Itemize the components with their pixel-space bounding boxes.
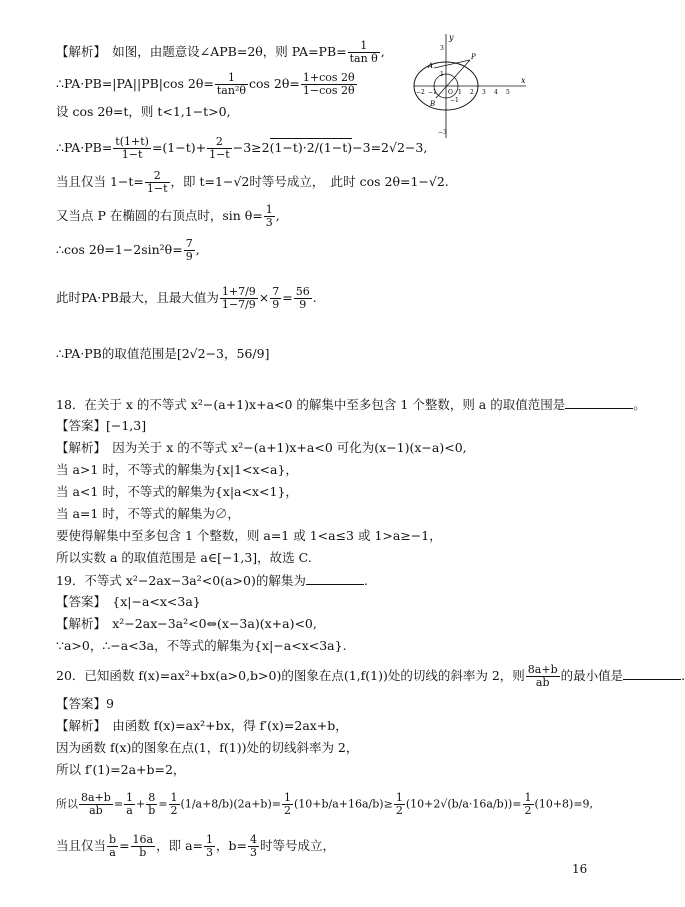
solution-18-line-3: 当 a<1 时，不等式的解集为{x|a<x<1}， [56, 484, 298, 499]
solution-line-1: 【解析】 如图，由题意设∠APB=2θ，则 PA=PB= $\frac{1}{\text{tan θ}}$ , [56, 39, 385, 65]
question-18: 18．在关于 x 的不等式 x²−(a+1)x+a<0 的解集中至多包含 1 个整数，则 a 的取值范围是 。 [56, 397, 646, 412]
question-19: 19．不等式 x²−2ax−3a²<0(a>0)的解集为 . [56, 573, 368, 588]
x-axis-label: x [521, 76, 526, 85]
solution-18-line-4: 当 a=1 时，不等式的解集为∅， [56, 506, 240, 521]
x-tick-label: 4 [494, 89, 498, 96]
tangent-line-b [436, 60, 470, 98]
origin-label: O [448, 89, 453, 96]
x-tick-label: 2 [470, 89, 474, 96]
y-tick-negative: −1 [450, 97, 459, 104]
solution-line-6: 又当点 P 在椭圆的右顶点时，sin θ= $\frac{1}{3}$ , [56, 203, 280, 229]
solution-line-4: ∴PA·PB= $\frac{t(1+t)}{1-t}$ =(1−t)+ $\frac{2}{1-t}$ −3≥2(1−t)·2/(1−t)−3=2√2−3, [56, 135, 428, 161]
solution-line-8: 此时PA·PB最大，且最大值为 $\frac{1+7/9}{1-7/9}$ × $\frac{7}{9}$ = $\frac{56}{9}$ . [56, 285, 317, 311]
solution-19-line-1: 【解析】 x²−2ax−3a²<0⇔(x−3a)(x+a)<0, [56, 616, 317, 631]
answer-19: 【答案】 {x|−a<x<3a} [56, 594, 201, 609]
point-b-label: B [430, 100, 436, 108]
x-tick-label: 3 [482, 89, 486, 96]
point-a-label: A [428, 62, 434, 70]
fraction: $\frac{1}{\text{tan θ}}$ [349, 39, 378, 65]
solution-18-line-1: 【解析】 因为关于 x 的不等式 x²−(a+1)x+a<0 可化为(x−1)(x−a)<0, [56, 440, 467, 455]
answer-blank[interactable] [306, 572, 364, 585]
solution-20-line-3: 所以 f′(1)=2a+b=2， [56, 762, 186, 777]
solution-line-5: 当且仅当 1−t= $\frac{2}{1-t}$ ，即 t=1−√2时等号成立， 此时 cos 2θ=1−√2. [56, 169, 449, 195]
ellipse-figure [410, 30, 530, 142]
answer-20: 【答案】9 [56, 696, 114, 711]
solution-line-2: ∴PA·PB=|PA||PB|cos 2θ= $\frac{1}{\text{tan²θ}}$ cos 2θ= $\frac{1+\cos 2\theta}{1-\cos 2\theta}$ [56, 71, 355, 97]
solution-20-line-1: 【解析】 由函数 f(x)=ax²+bx，得 f′(x)=2ax+b， [56, 718, 348, 733]
solution-18-line-6: 所以实数 a 的取值范围是 a∈[−1,3]，故选 C. [56, 550, 312, 565]
bottom-tick-label: −3 [438, 129, 447, 136]
solution-20-line-5: 当且仅当 $\frac{b}{a}$ = $\frac{16a}{b}$ ，即 a= $\frac{1}{3}$ ，b= $\frac{4}{3}$ 时等号成立， [56, 833, 336, 859]
x-tick-label: −1 [428, 89, 437, 96]
solution-20-line-2: 因为函数 f(x)的图象在点(1，f(1))处的切线斜率为 2， [56, 740, 359, 755]
question-20: 20．已知函数 f(x)=ax²+bx(a>0,b>0)的图象在点(1,f(1))处的切线的斜率为 2，则 $\frac{8a+b}{ab}$ 的最小值是 . [56, 663, 685, 689]
answer-blank[interactable] [623, 667, 681, 680]
y-tick-positive: 1 [440, 71, 444, 78]
top-tick-label: 3 [440, 45, 444, 52]
solution-20-line-4: 所以 $\frac{8a+b}{ab}$ = $\frac{1}{a}$ + $\frac{8}{b}$ = $\frac{1}{2}$ (1/a+8/b)(2a+b)= $\frac{1}{2}$ (10+b/a+16a/b)≥ $\frac{1}{2}$ (10+2√(b/a·16a/b))= $\frac{1}{2}$ (10+8)=9, [56, 791, 594, 817]
solution-line-7: ∴cos 2θ=1−2sin²θ= $\frac{7}{9}$ , [56, 237, 200, 263]
x-tick-label: 1 [458, 89, 462, 96]
y-axis-label: y [449, 33, 454, 42]
solution-line-3: 设 cos 2θ=t，则 t<1,1−t>0, [56, 104, 231, 119]
answer-18: 【答案】[−1,3] [56, 418, 147, 433]
point-p-label: P [471, 53, 476, 61]
solution-18-line-2: 当 a>1 时，不等式的解集为{x|1<x<a}， [56, 462, 298, 477]
solution-19-line-2: ∵a>0，∴−a<3a，不等式的解集为{x|−a<x<3a}. [56, 638, 347, 653]
x-tick-label: −2 [416, 89, 425, 96]
solution-18-line-5: 要使得解集中至多包含 1 个整数，则 a=1 或 1<a≤3 或 1>a≥−1， [56, 528, 442, 543]
x-tick-label: 5 [506, 89, 510, 96]
page-number: 16 [572, 862, 588, 876]
answer-blank[interactable] [565, 396, 633, 409]
solution-line-9: ∴PA·PB的取值范围是[2√2−3，56/9] [56, 346, 270, 361]
